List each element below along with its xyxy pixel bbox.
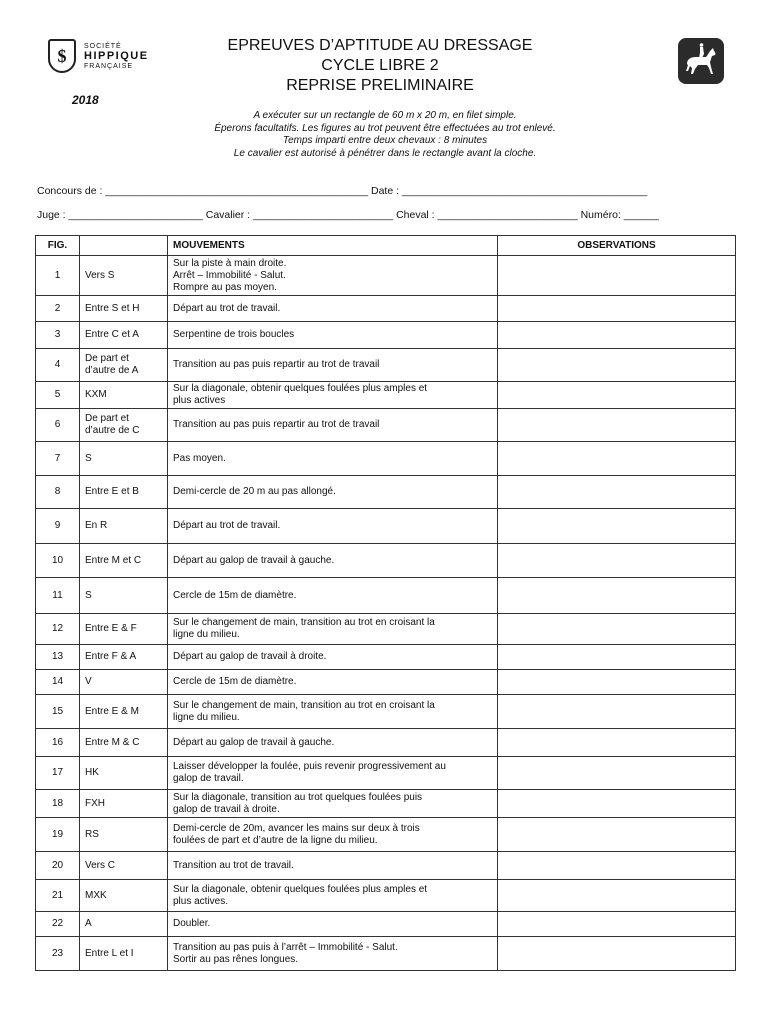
instruction-2: Éperons facultatifs. Les figures au trot peuvent être effectuées au trot enlevé. (214, 122, 556, 134)
document-title (180, 36, 580, 96)
juge-cavalier-cheval-fields: Juge : _______________________ Cavalier : ________________________ Cheval : ________________________ Numéro: ______ (37, 209, 659, 221)
movement-location: S (80, 578, 168, 614)
observations-cell[interactable] (498, 818, 736, 852)
figure-number: 2 (36, 296, 80, 322)
instruction-1: A exécuter sur un rectangle de 60 m x 20 m, en filet simple. (253, 110, 517, 121)
logo-text (84, 43, 149, 70)
table-row (36, 322, 736, 349)
movement-location: Entre L et I (80, 937, 168, 971)
observations-cell[interactable] (498, 442, 736, 476)
movement-description: Sur la diagonale, transition au trot quelques foulées puis galop de travail à droite. (168, 790, 498, 818)
movement-location: HK (80, 757, 168, 790)
table-row (36, 645, 736, 670)
observations-cell[interactable] (498, 912, 736, 937)
movement-description: Départ au galop de travail à gauche. (168, 544, 498, 578)
observations-cell[interactable] (498, 349, 736, 382)
movement-description: Doubler. (168, 912, 498, 937)
movement-location: Entre F & A (80, 645, 168, 670)
figure-number: 1 (36, 256, 80, 296)
table-header-row (36, 236, 736, 256)
movement-description: Pas moyen. (168, 442, 498, 476)
instruction-4: Le cavalier est autorisé à pénétrer dans le rectangle avant la cloche. (233, 147, 537, 159)
observations-cell[interactable] (498, 937, 736, 971)
table-row (36, 349, 736, 382)
movement-description: Cercle de 15m de diamètre. (168, 670, 498, 695)
shf-logo (48, 36, 158, 76)
movement-location: V (80, 670, 168, 695)
movement-location: Entre M et C (80, 544, 168, 578)
movement-location: KXM (80, 382, 168, 409)
movement-location: RS (80, 818, 168, 852)
observations-cell[interactable] (498, 296, 736, 322)
movement-description: Demi-cercle de 20m, avancer les mains sur deux à trois foulées de part et d’autre de la ligne du milieu. (168, 818, 498, 852)
figure-number: 10 (36, 544, 80, 578)
table-row (36, 729, 736, 757)
table-row (36, 409, 736, 442)
figure-number: 21 (36, 880, 80, 912)
year: 2018 (72, 93, 99, 107)
figure-number: 4 (36, 349, 80, 382)
figure-number: 14 (36, 670, 80, 695)
figure-number: 16 (36, 729, 80, 757)
movement-description: Sur le changement de main, transition au trot en croisant la ligne du milieu. (168, 695, 498, 729)
table-row (36, 670, 736, 695)
figure-number: 9 (36, 509, 80, 544)
observations-cell[interactable] (498, 544, 736, 578)
movements-table (35, 235, 736, 971)
table-row (36, 937, 736, 971)
observations-cell[interactable] (498, 645, 736, 670)
movement-description: Transition au trot de travail. (168, 852, 498, 880)
figure-number: 12 (36, 614, 80, 645)
movement-location: De part et d’autre de C (80, 409, 168, 442)
movement-location: Entre C et A (80, 322, 168, 349)
table-row (36, 509, 736, 544)
figure-number: 11 (36, 578, 80, 614)
observations-cell[interactable] (498, 614, 736, 645)
observations-cell[interactable] (498, 729, 736, 757)
observations-cell[interactable] (498, 790, 736, 818)
concours-date-fields: Concours de : _____________________________________________ Date : __________________________________________ (37, 185, 648, 197)
figure-number: 15 (36, 695, 80, 729)
instructions (150, 110, 620, 160)
movement-location: Entre E & F (80, 614, 168, 645)
figure-number: 19 (36, 818, 80, 852)
movement-location: Vers C (80, 852, 168, 880)
figure-number: 20 (36, 852, 80, 880)
movement-description: Départ au galop de travail à droite. (168, 645, 498, 670)
figure-number: 5 (36, 382, 80, 409)
movement-description: Cercle de 15m de diamètre. (168, 578, 498, 614)
movement-description: Demi-cercle de 20 m au pas allongé. (168, 476, 498, 509)
movement-description: Transition au pas puis repartir au trot de travail (168, 349, 498, 382)
table-row (36, 880, 736, 912)
movement-location: FXH (80, 790, 168, 818)
movement-location: De part et d’autre de A (80, 349, 168, 382)
table-row (36, 695, 736, 729)
movement-location: Entre S et H (80, 296, 168, 322)
figure-number: 7 (36, 442, 80, 476)
movement-description: Départ au trot de travail. (168, 296, 498, 322)
observations-cell[interactable] (498, 578, 736, 614)
observations-cell[interactable] (498, 256, 736, 296)
movement-location: Entre M & C (80, 729, 168, 757)
movement-location: Entre E & M (80, 695, 168, 729)
table-row (36, 382, 736, 409)
movement-description: Départ au trot de travail. (168, 509, 498, 544)
movement-location: Vers S (80, 256, 168, 296)
figure-number: 17 (36, 757, 80, 790)
observations-cell[interactable] (498, 757, 736, 790)
title-line-3: REPRISE PRELIMINAIRE (286, 77, 474, 94)
header-point (80, 236, 168, 256)
instruction-3: Temps imparti entre deux chevaux : 8 minutes (282, 135, 488, 146)
movement-description: Sur la diagonale, obtenir quelques foulées plus amples et plus actives (168, 382, 498, 409)
figure-number: 22 (36, 912, 80, 937)
figure-number: 8 (36, 476, 80, 509)
movement-location: S (80, 442, 168, 476)
movement-description: Sur la diagonale, obtenir quelques foulées plus amples et plus actives. (168, 880, 498, 912)
table-row (36, 790, 736, 818)
movement-description: Transition au pas puis à l’arrêt – Immobilité - Salut. Sortir au pas rênes longues. (168, 937, 498, 971)
table-row (36, 578, 736, 614)
movement-location: A (80, 912, 168, 937)
header-movements: MOUVEMENTS (168, 236, 498, 256)
movement-location: Entre E et B (80, 476, 168, 509)
observations-cell[interactable] (498, 852, 736, 880)
header-observations: OBSERVATIONS (498, 236, 736, 256)
table-row (36, 852, 736, 880)
table-row (36, 442, 736, 476)
title-line-2: CYCLE LIBRE 2 (321, 57, 439, 74)
observations-cell[interactable] (498, 476, 736, 509)
table-row (36, 544, 736, 578)
logo-line-3: FRANÇAISE (84, 62, 134, 70)
table-row (36, 757, 736, 790)
dressage-rider-icon (678, 38, 724, 84)
movement-description: Sur le changement de main, transition au trot en croisant la ligne du milieu. (168, 614, 498, 645)
observations-cell[interactable] (498, 409, 736, 442)
observations-cell[interactable] (498, 509, 736, 544)
observations-cell[interactable] (498, 880, 736, 912)
movement-description: Sur la piste à main droite. Arrêt – Immobilité - Salut. Rompre au pas moyen. (168, 256, 498, 296)
movement-description: Départ au galop de travail à gauche. (168, 729, 498, 757)
table-row (36, 296, 736, 322)
shf-shield-icon: $ (48, 39, 76, 73)
figure-number: 23 (36, 937, 80, 971)
figure-number: 6 (36, 409, 80, 442)
movement-location: En R (80, 509, 168, 544)
title-line-1: EPREUVES D’APTITUDE AU DRESSAGE (227, 37, 533, 54)
movement-description: Laisser développer la foulée, puis revenir progressivement au galop de travail. (168, 757, 498, 790)
table-row (36, 476, 736, 509)
figure-number: 3 (36, 322, 80, 349)
observations-cell[interactable] (498, 382, 736, 409)
observations-cell[interactable] (498, 670, 736, 695)
figure-number: 13 (36, 645, 80, 670)
figure-number: 18 (36, 790, 80, 818)
header-fig: FIG. (36, 236, 80, 256)
movement-description: Transition au pas puis repartir au trot de travail (168, 409, 498, 442)
observations-cell[interactable] (498, 322, 736, 349)
movement-location: MXK (80, 880, 168, 912)
logo-line-1: SOCIÉTÉ (84, 42, 122, 50)
table-row (36, 912, 736, 937)
table-row (36, 614, 736, 645)
table-row (36, 256, 736, 296)
table-row (36, 818, 736, 852)
movement-description: Serpentine de trois boucles (168, 322, 498, 349)
logo-line-2: HIPPIQUE (84, 49, 149, 62)
observations-cell[interactable] (498, 695, 736, 729)
